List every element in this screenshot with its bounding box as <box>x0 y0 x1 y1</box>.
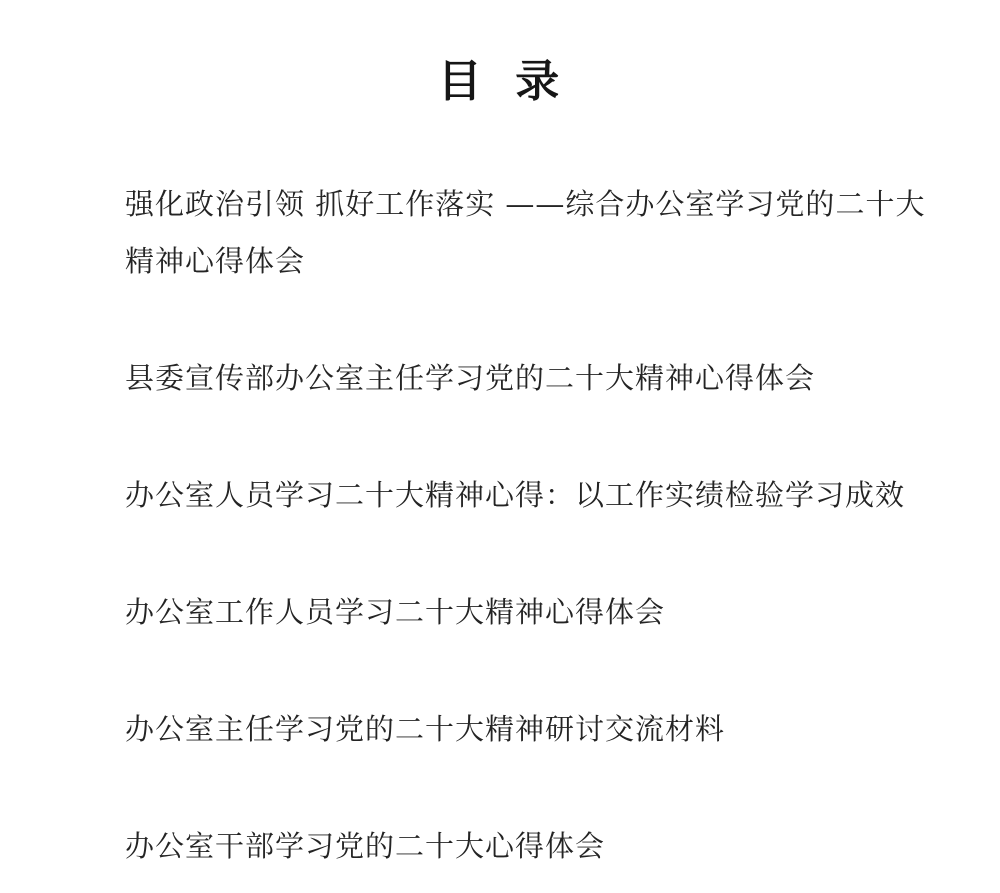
toc-entry <box>125 467 920 524</box>
toc-entry-line: 精神心得体会 <box>125 244 306 278</box>
toc-list <box>125 176 926 875</box>
toc-title: 目 录 <box>437 57 563 106</box>
toc-entry-line: 办公室人员学习二十大精神心得：以工作实绩检验学习成效 <box>125 478 906 512</box>
toc-entry <box>125 584 920 641</box>
toc-entry-line: 县委宣传部办公室主任学习党的二十大精神心得体会 <box>125 361 816 395</box>
toc-entry <box>125 350 920 407</box>
toc-entry-line: 办公室工作人员学习二十大精神心得体会 <box>125 595 666 629</box>
toc-entry <box>125 176 926 290</box>
toc-entry-line: 办公室主任学习党的二十大精神研讨交流材料 <box>125 712 726 746</box>
toc-entry-line: 办公室干部学习党的二十大心得体会 <box>125 829 606 863</box>
toc-entry <box>125 818 920 875</box>
toc-entry <box>125 701 920 758</box>
toc-entry-line: 强化政治引领 抓好工作落实 ——综合办公室学习党的二十大 <box>125 187 926 221</box>
